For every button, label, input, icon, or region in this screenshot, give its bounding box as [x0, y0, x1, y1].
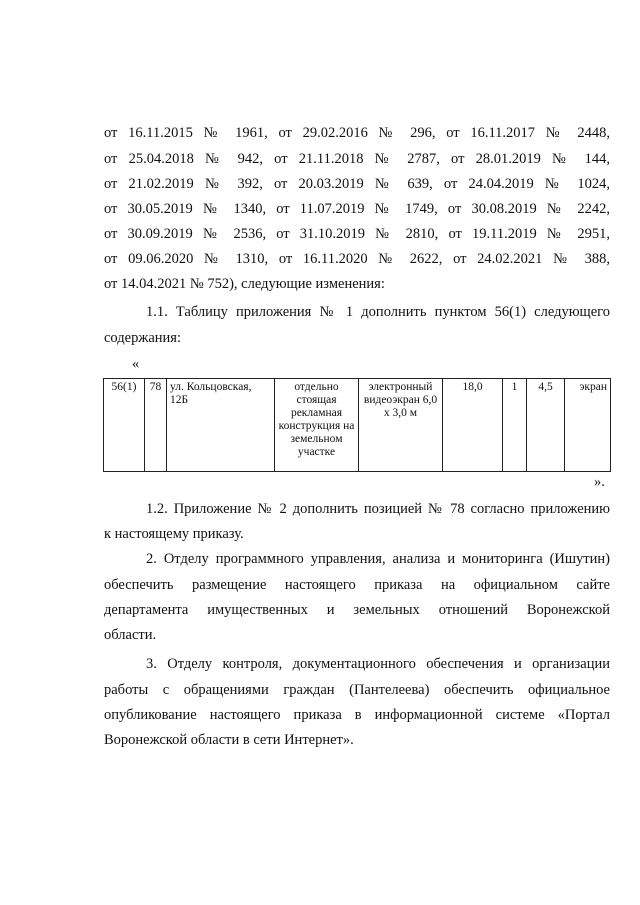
text-line: опубликование настоящего приказа в информационной системе «Портал [104, 707, 610, 723]
text-line: работы с обращениями граждан (Пантелеева) обеспечить официальное [104, 682, 610, 698]
text-line: от 16.11.2015 № 1961, от 29.02.2016 № 296, от 16.11.2017 № 2448, [104, 125, 610, 141]
cell-sides: 1 [503, 379, 527, 472]
cell-kind: экран [565, 379, 611, 472]
text-line: 1.2. Приложение № 2 дополнить позицией № 78 согласно приложению [146, 501, 610, 517]
table-row [104, 379, 611, 472]
text-line: обеспечить размещение настоящего приказа на официальном сайте [104, 577, 610, 593]
text-line: от 21.02.2019 № 392, от 20.03.2019 № 639, от 24.04.2019 № 1024, [104, 176, 610, 192]
text-line: 3. Отделу контроля, документационного обеспечения и организации [146, 656, 610, 672]
text-line: 1.1. Таблицу приложения № 1 дополнить пунктом 56(1) следующего [146, 304, 610, 320]
text-line: от 25.04.2018 № 942, от 21.11.2018 № 2787, от 28.01.2019 № 144, [104, 151, 610, 167]
text-line: Воронежской области в сети Интернет». [104, 732, 354, 748]
quote-open: « [132, 356, 140, 372]
amendment-table [103, 378, 611, 472]
text-line: от 14.04.2021 № 752), следующие изменения: [104, 276, 385, 292]
cell-number: 56(1) [104, 379, 145, 472]
cell-price: 4,5 [527, 379, 565, 472]
text-line: от 30.05.2019 № 1340, от 11.07.2019 № 1749, от 30.08.2019 № 2242, [104, 201, 610, 217]
cell-address: ул. Кольцовская, 12Б [167, 379, 275, 472]
text-line: содержания: [104, 330, 182, 346]
text-line: от 09.06.2020 № 1310, от 16.11.2020 № 2622, от 24.02.2021 № 388, [104, 251, 610, 267]
text-line: 2. Отделу программного управления, анализа и мониторинга (Ишутин) [146, 551, 610, 567]
text-line: области. [104, 627, 157, 643]
cell-area: 18,0 [443, 379, 503, 472]
text-line: департамента имущественных и земельных отношений Воронежской [104, 602, 610, 618]
quote-close: ». [594, 474, 605, 490]
cell-format: электронный видеоэкран 6,0 х 3,0 м [359, 379, 443, 472]
cell-construction-type: отдельно стоящая рекламная конструкция на земельном участке [275, 379, 359, 472]
text-line: к настоящему приказу. [104, 526, 244, 542]
text-line: от 30.09.2019 № 2536, от 31.10.2019 № 2810, от 19.11.2019 № 2951, [104, 226, 610, 242]
cell-position: 78 [145, 379, 167, 472]
